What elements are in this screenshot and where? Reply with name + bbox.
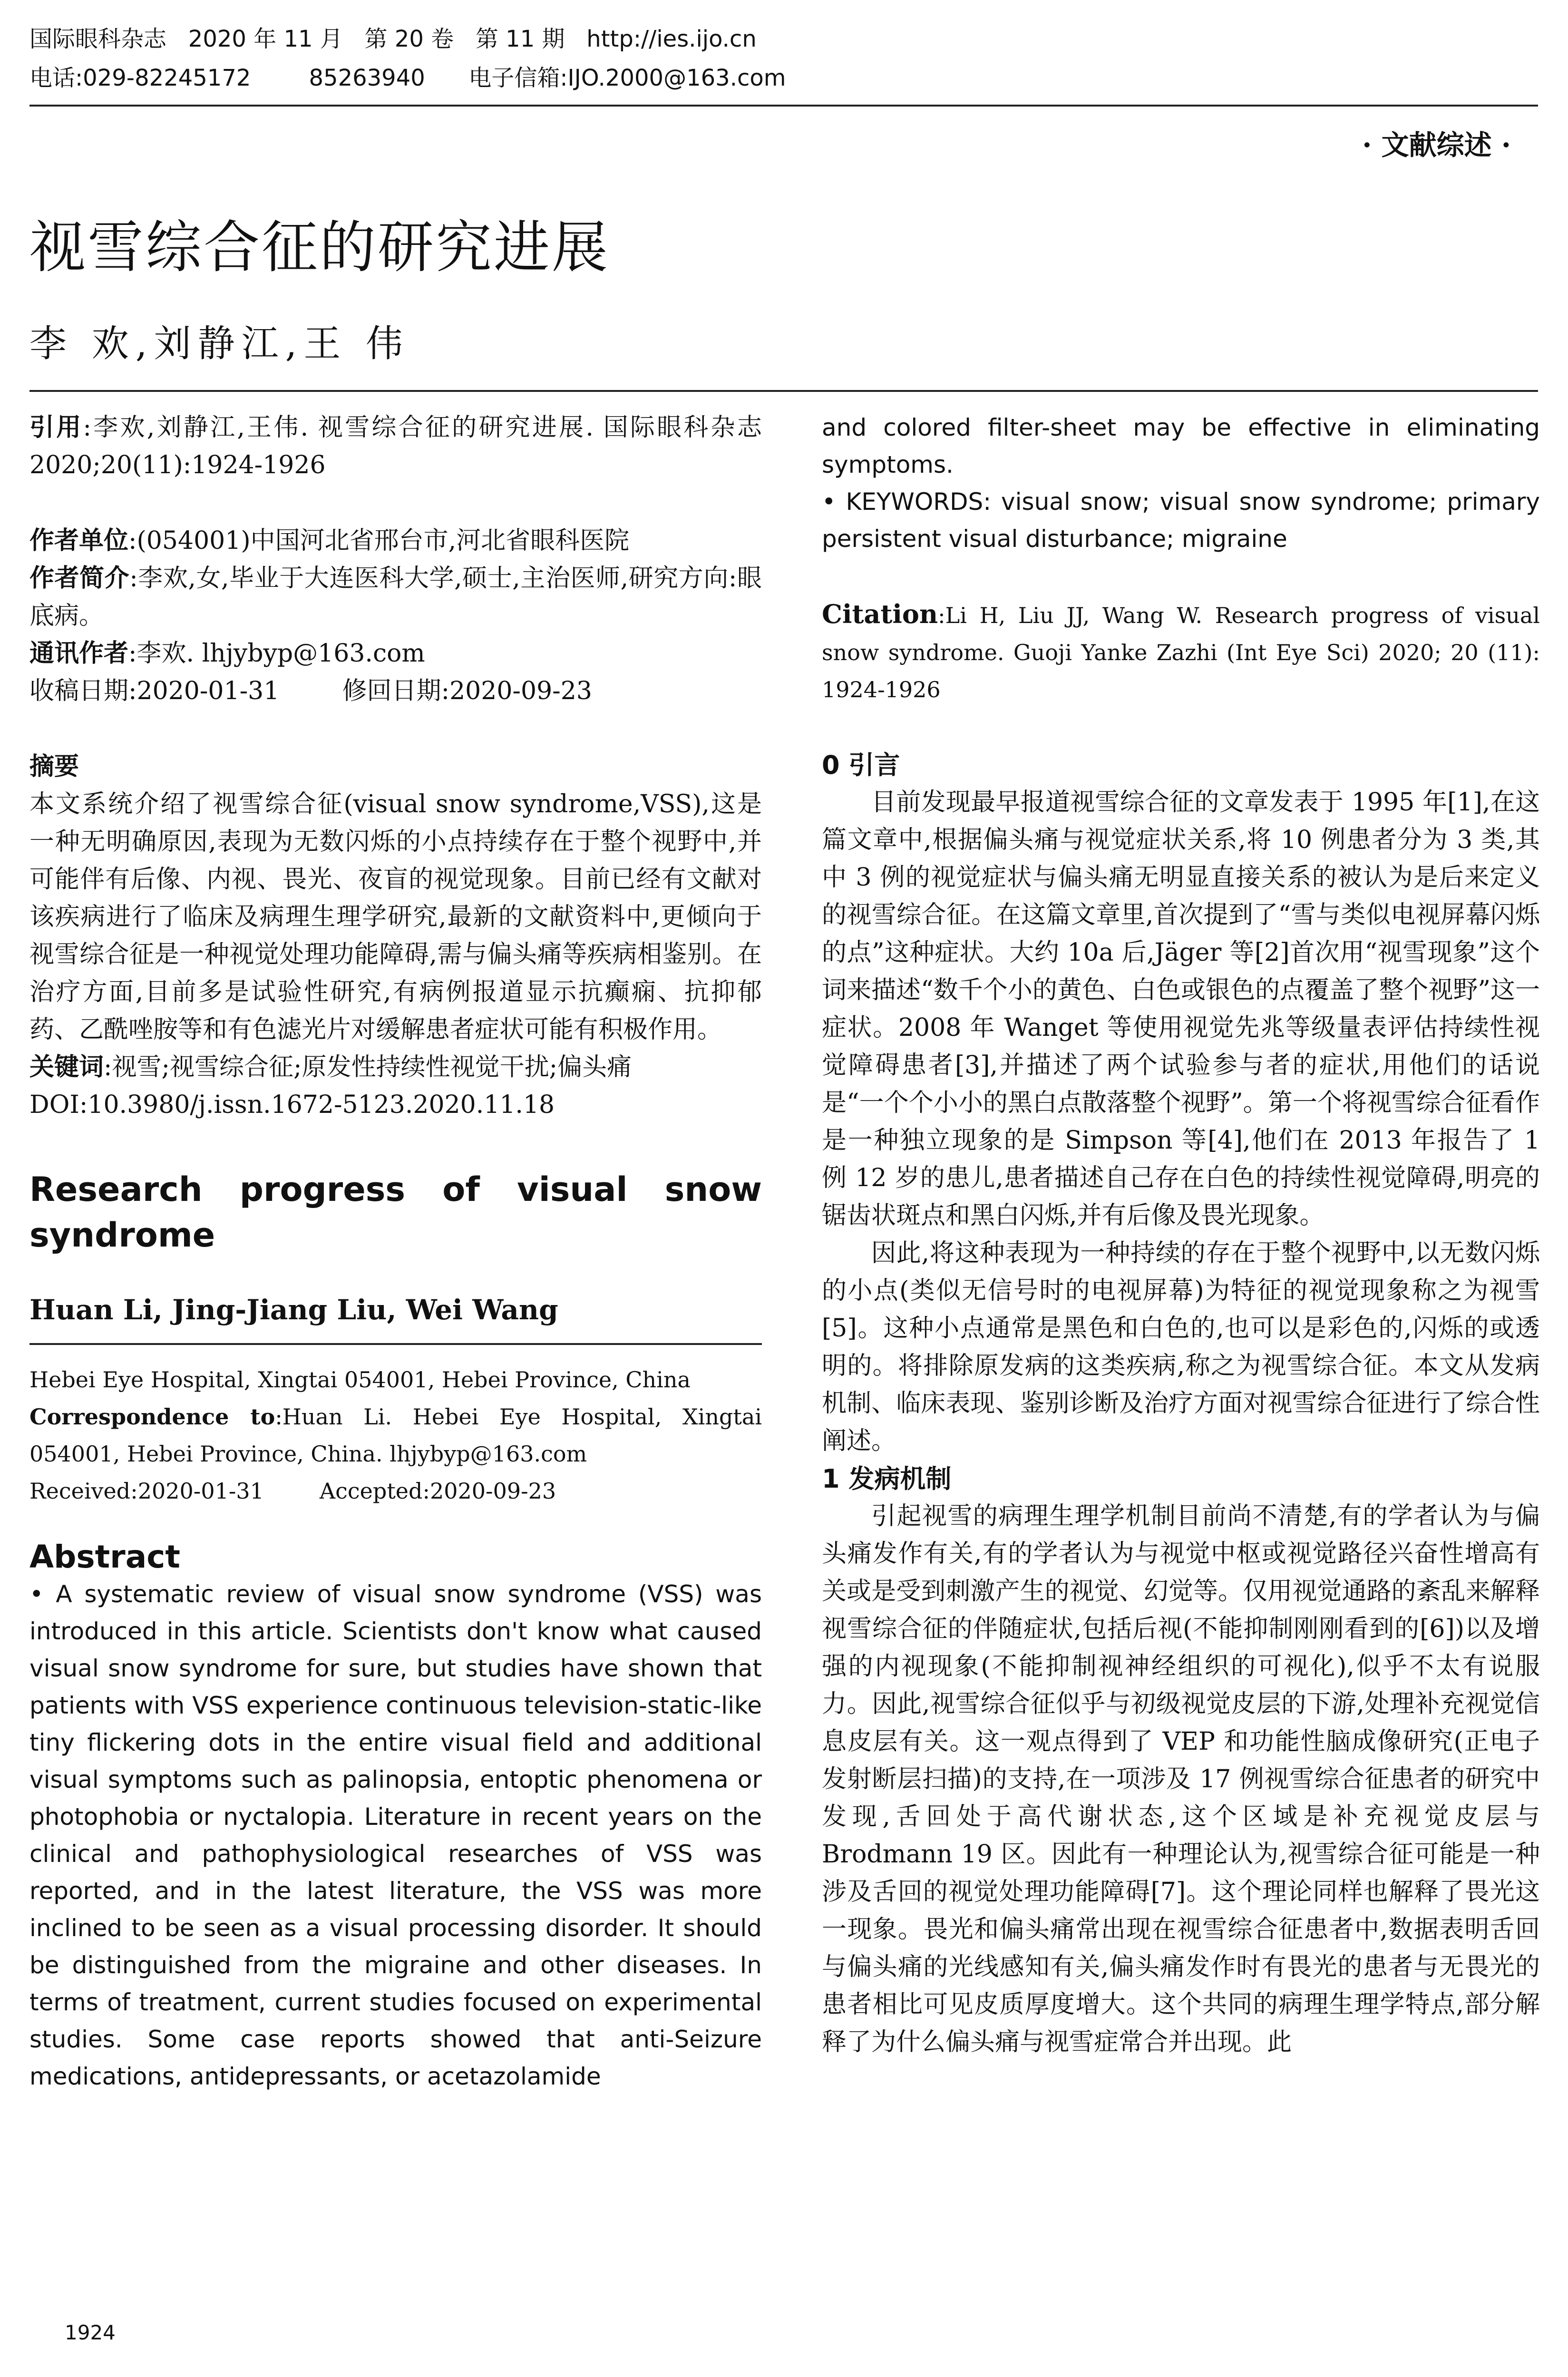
citation-english-label: Citation	[822, 599, 938, 629]
affiliation-label: 作者单位	[29, 526, 129, 555]
english-title-line2: syndrome	[29, 1216, 215, 1255]
right-column	[822, 409, 1540, 2061]
section-1-heading: 1 发病机制	[822, 1464, 952, 1494]
citation-block	[29, 409, 762, 484]
section-1-paragraph-1: 引起视雪的病理生理学机制目前尚不清楚,有的学者认为与偏头痛发作有关,有的学者认为与视觉中枢或视觉路径兴奋性增高有关或是受到刺激产生的视觉、幻觉等。仅用视觉通路的紊乱来解释视雪综合征的伴随症状,包括后视(不能抑制刚刚看到的[6])以及增强的内视现象(不能抑制视神经组织的可视化),似乎不太有说服力。因此,视雪综合征似乎与初级视觉皮层的下游,处理补充视觉信息皮层有关。这一观点得到了 VEP 和功能性脑成像研究(正电子发射断层扫描)的支持,在一项涉及 17 例视雪综合征患者的研究中发现,舌回处于高代谢状态,这个区域是补充视觉皮层与 Brodmann 19 区。因此有一种理论认为,视雪综合征可能是一种涉及舌回的视觉处理功能障碍[7]。这个理论同样也解释了畏光这一现象。畏光和偏头痛常出现在视雪综合征患者中,数据表明舌回与偏头痛的光线感知有关,偏头痛发作时有畏光的患者与无畏光的患者相比可见皮质厚度增大。这个共同的病理生理学特点,部分解释了为什么偏头痛与视雪症常合并出现。此	[822, 1502, 1540, 2056]
section-tag: · 文献综述 ·	[1362, 129, 1511, 161]
english-authors-rule	[29, 1343, 762, 1345]
bio-block	[29, 560, 762, 635]
english-keywords: • KEYWORDS: visual snow; visual snow syndrome; primary persistent visual disturbance; migraine	[822, 488, 1540, 553]
article-title: 视雪综合征的研究进展	[29, 214, 610, 280]
bio-label: 作者简介	[29, 564, 130, 593]
citation-label: 引用	[29, 413, 83, 442]
english-corr-text: :Huan Li. Hebei Eye Hospital, Xingtai 054001, Hebei Province, China. lhjybyp@163.com	[29, 1404, 762, 1467]
keywords-text: :视雪;视雪综合征;原发性持续性视觉干扰;偏头痛	[104, 1053, 632, 1081]
english-affiliation: Hebei Eye Hospital, Xingtai 054001, Hebei Province, China	[29, 1367, 691, 1393]
citation-english	[822, 595, 1540, 708]
abstract-text: 本文系统介绍了视雪综合征(visual snow syndrome,VSS),这是一种无明确原因,表现为无数闪烁的小点持续存在于整个视野中,并可能伴有后像、内视、畏光、夜盲的视觉现象。目前已经有文献对该疾病进行了临床及病理生理学研究,最新的文献资料中,更倾向于视雪综合征是一种视觉处理功能障碍,需与偏头痛等疾病相鉴别。在治疗方面,目前多是试验性研究,有病例报道显示抗癫痫、抗抑郁药、乙酰唑胺等和有色滤光片对缓解患者症状可能有积极作用。	[29, 790, 762, 1044]
english-correspondence	[29, 1398, 762, 1472]
header-rule	[29, 105, 1538, 107]
english-abstract-heading: Abstract	[29, 1539, 180, 1575]
english-title-line1: Research progress of visual snow	[29, 1170, 762, 1209]
affiliation-block	[29, 522, 762, 560]
journal-header-line1: 国际眼科杂志 2020 年 11 月 第 20 卷 第 11 期 http://ies.ijo.cn	[29, 26, 757, 52]
corr-block	[29, 635, 762, 672]
doi: DOI:10.3980/j.issn.1672-5123.2020.11.18	[29, 1091, 555, 1119]
section-0-heading: 0 引言	[822, 750, 900, 780]
citation-english-text: :Li H, Liu JJ, Wang W. Research progress of visual snow syndrome. Guoji Yanke Zazhi (Int Eye Sci) 2020; 20 (11): 1924-1926	[822, 603, 1540, 702]
received-dates: 收稿日期:2020-01-31 修回日期:2020-09-23	[29, 677, 592, 705]
keywords-block	[29, 1049, 762, 1086]
page-number: 1924	[65, 2321, 116, 2344]
title-rule	[29, 390, 1538, 392]
article-authors: 李 欢,刘静江,王 伟	[29, 322, 410, 365]
bio-text: :李欢,女,毕业于大连医科大学,硕士,主治医师,研究方向:眼底病。	[29, 564, 762, 630]
citation-text: :李欢,刘静江,王伟. 视雪综合征的研究进展. 国际眼科杂志 2020;20(11):1924-1926	[29, 413, 762, 479]
english-dates: Received:2020-01-31 Accepted:2020-09-23	[29, 1478, 556, 1504]
english-abstract-continued: and colored filter-sheet may be effective in eliminating symptoms.	[822, 414, 1540, 478]
affiliation-text: :(054001)中国河北省邢台市,河北省眼科医院	[128, 526, 630, 555]
corr-text: :李欢. lhjybyp@163.com	[128, 639, 425, 668]
english-corr-label: Correspondence to	[29, 1404, 275, 1430]
section-0-paragraph-1: 目前发现最早报道视雪综合征的文章发表于 1995 年[1],在这篇文章中,根据偏头痛与视觉症状关系,将 10 例患者分为 3 类,其中 3 例的视觉症状与偏头痛无明显直接关系的被认为是后来定义的视雪综合征。在这篇文章里,首次提到了“雪与类似电视屏幕闪烁的点”这种症状。大约 10a 后,Jäger 等[2]首次用“视雪现象”这个词来描述“数千个小的黄色、白色或银色的点覆盖了整个视野”这一症状。2008 年 Wanget 等使用视觉先兆等级量表评估持续性视觉障碍患者[3],并描述了两个试验参与者的症状,用他们的话说是“一个个小小的黑白点散落整个视野”。第一个将视雪综合征看作是一种独立现象的是 Simpson 等[4],他们在 2013 年报告了 1 例 12 岁的患儿,患者描述自己存在白色的持续性视觉障碍,明亮的锯齿状斑点和黑白闪烁,并有后像及畏光现象。	[822, 788, 1540, 1230]
section-0-paragraph-2: 因此,将这种表现为一种持续的存在于整个视野中,以无数闪烁的小点(类似无信号时的电视屏幕)为特征的视觉现象称之为视雪[5]。这种小点通常是黑色和白色的,也可以是彩色的,闪烁的或透明的。将排除原发病的这类疾病,称之为视雪综合征。本文从发病机制、临床表现、鉴别诊断及治疗方面对视雪综合征进行了综合性阐述。	[822, 1239, 1540, 1455]
english-authors: Huan Li, Jing-Jiang Liu, Wei Wang	[29, 1294, 558, 1326]
corr-label: 通讯作者	[29, 639, 129, 668]
keywords-label: 关键词	[29, 1053, 104, 1081]
english-title	[29, 1167, 762, 1258]
left-column	[29, 409, 762, 2095]
abstract-label: 摘要	[29, 752, 79, 781]
english-abstract-text: • A systematic review of visual snow syndrome (VSS) was introduced in this article. Scientists don't know what caused visual snow syndrome for sure, but studies have shown that patients with VSS experience continuous television-static-like tiny flickering dots in the entire visual field and additional visual symptoms such as palinopsia, entoptic phenomena or photophobia or nyctalopia. Literature in recent years on the clinical and pathophysiological researches of VSS was reported, and in the latest literature, the VSS was more inclined to be seen as a visual processing disorder. It should be distinguished from the migraine and other diseases. In terms of treatment, current studies focused on experimental studies. Some case reports showed that anti-Seizure medications, antidepressants, or acetazolamide	[29, 1580, 762, 2090]
journal-header-line2: 电话:029-82245172 85263940 电子信箱:IJO.2000@163.com	[29, 65, 786, 91]
